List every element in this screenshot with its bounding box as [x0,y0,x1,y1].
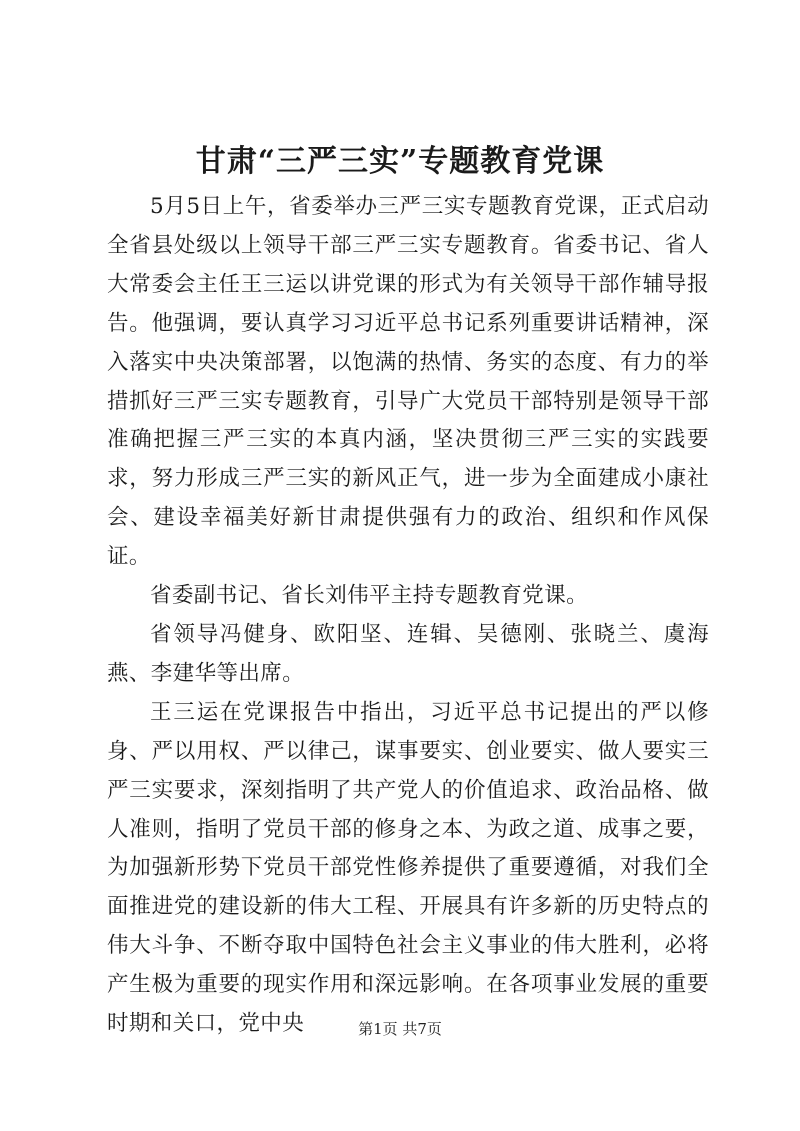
page-footer: 第1页 共7页 [358,1020,442,1038]
document-body [107,188,709,1044]
paragraph: 省领导冯健身、欧阳坚、连辑、吴德刚、张晓兰、虞海燕、李建华等出席。 [107,621,709,686]
paragraph: 王三运在党课报告中指出，习近平总书记提出的严以修身、严以用权、严以律己，谋事要实、创业要实、做人要实三严三实要求，深刻指明了共产党人的价值追求、政治品格、做人准则，指明了党员干部的修身之本、为政之道、成事之要，为加强新形势下党员干部党性修养提供了重要遵循，对我们全面推进党的建设新的伟大工程、开展具有许多新的历史特点的伟大斗争、不断夺取中国特色社会主义事业的伟大胜利，必将产生极为重要的现实作用和深远影响。在各项事业发展的重要时期和关口，党中央 [107,699,709,1037]
paragraph: 5月5日上午，省委举办三严三实专题教育党课，正式启动全省县处级以上领导干部三严三实专题教育。省委书记、省人大常委会主任王三运以讲党课的形式为有关领导干部作辅导报告。他强调，要认真学习习近平总书记系列重要讲话精神，深入落实中央决策部署，以饱满的热情、务实的态度、有力的举措抓好三严三实专题教育，引导广大党员干部特别是领导干部准确把握三严三实的本真内涵，坚决贯彻三严三实的实践要求，努力形成三严三实的新风正气，进一步为全面建成小康社会、建设幸福美好新甘肃提供强有力的政治、组织和作风保证。 [107,194,709,570]
document-title: 甘肃“三严三实”专题教育党课 [195,144,605,179]
paragraph: 省委副书记、省长刘伟平主持专题教育党课。 [150,583,589,609]
